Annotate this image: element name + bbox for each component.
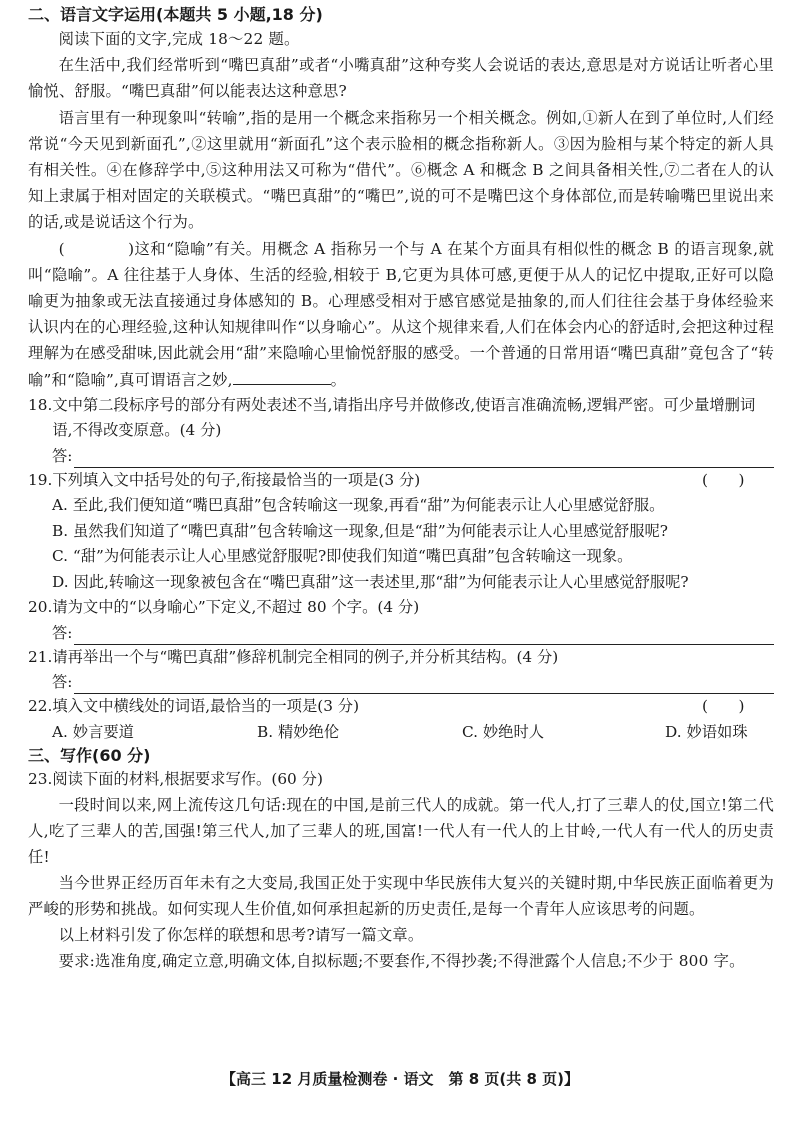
answer-label: 答: <box>52 446 73 465</box>
section-3-title: 三、写作(60 分) <box>28 745 151 765</box>
answer-underline[interactable] <box>74 624 774 645</box>
option-a[interactable]: A. 妙言要道 <box>52 722 134 741</box>
option-a[interactable]: A. 至此,我们便知道“嘴巴真甜”包含转喻这一现象,再看“甜”为何能表示让人心里感觉舒服。 <box>52 496 665 515</box>
question-text: 请为文中的“以身喻心”下定义,不超过 80 个字。(4 分) <box>52 598 420 617</box>
question-21 <box>28 645 774 671</box>
answer-line-21[interactable] <box>52 670 774 694</box>
section-2-title: 二、语言文字运用(本题共 5 小题,18 分) <box>28 5 323 24</box>
option-b[interactable]: B. 精妙绝伦 <box>257 722 340 741</box>
passage-paragraph-3-end: 。 <box>330 370 347 389</box>
question-18 <box>28 393 774 444</box>
section-2-intro: 阅读下面的文字,完成 18～22 题。 <box>58 30 300 48</box>
question-19 <box>28 468 774 494</box>
answer-bracket[interactable]: ( ) <box>702 470 745 489</box>
question-number: 22. <box>28 697 53 716</box>
question-20 <box>28 595 774 621</box>
question-number: 19. <box>28 470 53 489</box>
answer-line-20[interactable] <box>52 621 774 645</box>
passage-paragraph-3-wrap <box>28 236 774 393</box>
question-number: 18. <box>28 395 53 414</box>
material-paragraph-1: 一段时间以来,网上流传这几句话:现在的中国,是前三代人的成就。第一代人,打了三辈人的仗,国立!第二代人,吃了三辈人的苦,国强!第三代人,加了三辈人的班,国富!一代人有一代人的上甘岭,一代人有一代人的历史责任! <box>28 796 774 867</box>
option-d[interactable]: D. 妙语如珠 <box>665 722 748 741</box>
question-text: 请再举出一个与“嘴巴真甜”修辞机制完全相同的例子,并分析其结构。(4 分) <box>52 647 559 666</box>
answer-label: 答: <box>52 673 73 692</box>
question-number: 20. <box>28 598 53 617</box>
question-text: 阅读下面的材料,根据要求写作。(60 分) <box>52 769 323 788</box>
answer-underline[interactable] <box>74 673 774 694</box>
question-text: 文中第二段标序号的部分有两处表述不当,请指出序号并做修改,使语言准确流畅,逻辑严密。可少量增删词语,不得改变原意。(4 分) <box>52 395 756 440</box>
question-number: 23. <box>28 769 53 788</box>
passage-paragraph-2: 语言里有一种现象叫“转喻”,指的是用一个概念来指称另一个相关概念。例如,①新人在到了单位时,人们经常说“今天见到新面孔”,②这里就用“新面孔”这个表示脸相的概念指称新人。③因为脸相与某个特定的新人具有相关性。④在修辞学中,⑤这种用法又可称为“借代”。⑥概念 A 和概念 B 之间具备相关性,⑦二者在人的认知上隶属于相对固定的关联模式。“嘴巴真甜”的“嘴巴”,说的可不是嘴巴这个身体部位,而是转喻嘴巴里说出来的话,或是说话这个行为。 <box>28 108 774 232</box>
material-paragraph-3: 以上材料引发了你怎样的联想和思考?请写一篇文章。 <box>58 926 424 945</box>
answer-label: 答: <box>52 623 73 642</box>
options-row-22 <box>52 720 774 745</box>
option-d[interactable]: D. 因此,转喻这一现象被包含在“嘴巴真甜”这一表述里,那“甜”为何能表示让人心里感觉舒服呢? <box>52 572 689 591</box>
page-footer: 【高三 12 月质量检测卷 · 语文 第 8 页(共 8 页)】 <box>221 1070 579 1088</box>
option-b[interactable]: B. 虽然我们知道了“嘴巴真甜”包含转喻这一现象,但是“甜”为何能表示让人心里感觉舒服呢? <box>52 521 669 540</box>
fill-blank-line[interactable] <box>233 368 331 385</box>
option-c[interactable]: C. “甜”为何能表示让人心里感觉舒服呢?即使我们知道“嘴巴真甜”包含转喻这一现象。 <box>52 547 633 566</box>
question-23 <box>28 767 774 793</box>
question-22 <box>28 694 774 720</box>
question-text: 填入文中横线处的词语,最恰当的一项是(3 分) <box>52 697 360 716</box>
passage-paragraph-1: 在生活中,我们经常听到“嘴巴真甜”或者“小嘴真甜”这种夸奖人会说话的表达,意思是对方说话让听者心里愉悦、舒服。“嘴巴真甜”何以能表达这种意思? <box>28 56 774 101</box>
question-number: 21. <box>28 647 53 666</box>
writing-requirements: 要求:选准角度,确定立意,明确文体,自拟标题;不要套作,不得抄袭;不得泄露个人信息;不少于 800 字。 <box>58 952 745 971</box>
question-text: 下列填入文中括号处的句子,衔接最恰当的一项是(3 分) <box>52 470 421 489</box>
passage-paragraph-3: ( )这和“隐喻”有关。用概念 A 指称另一个与 A 在某个方面具有相似性的概念 B 的语言现象,就叫“隐喻”。A 往往基于人身体、生活的经验,相较于 B,它更为具体可感,更便于从人的记忆中提取,正好可以隐喻更为抽象或无法直接通过身体感知的 B。心理感受相对于感官感觉是抽象的,而人们往往会基于身体经验来认识内在的心理经验,这种认知规律叫作“以身喻心”。从这个规律来看,人们在体会内心的舒适时,会把这种过程理解为在感受甜味,因此就会用“甜”来隐喻心里愉悦舒服的感受。一个普通的日常用语“嘴巴真甜”竟包含了“转喻”和“隐喻”,真可谓语言之妙, <box>28 239 774 389</box>
answer-underline[interactable] <box>74 447 774 468</box>
answer-line-18[interactable] <box>52 444 774 468</box>
material-paragraph-2: 当今世界正经历百年未有之大变局,我国正处于实现中华民族伟大复兴的关键时期,中华民族正面临着更为严峻的形势和挑战。如何实现人生价值,如何承担起新的历史责任,是每一个青年人应该思考的问题。 <box>28 874 774 919</box>
option-c[interactable]: C. 妙绝时人 <box>462 722 545 741</box>
answer-bracket[interactable]: ( ) <box>702 697 745 716</box>
